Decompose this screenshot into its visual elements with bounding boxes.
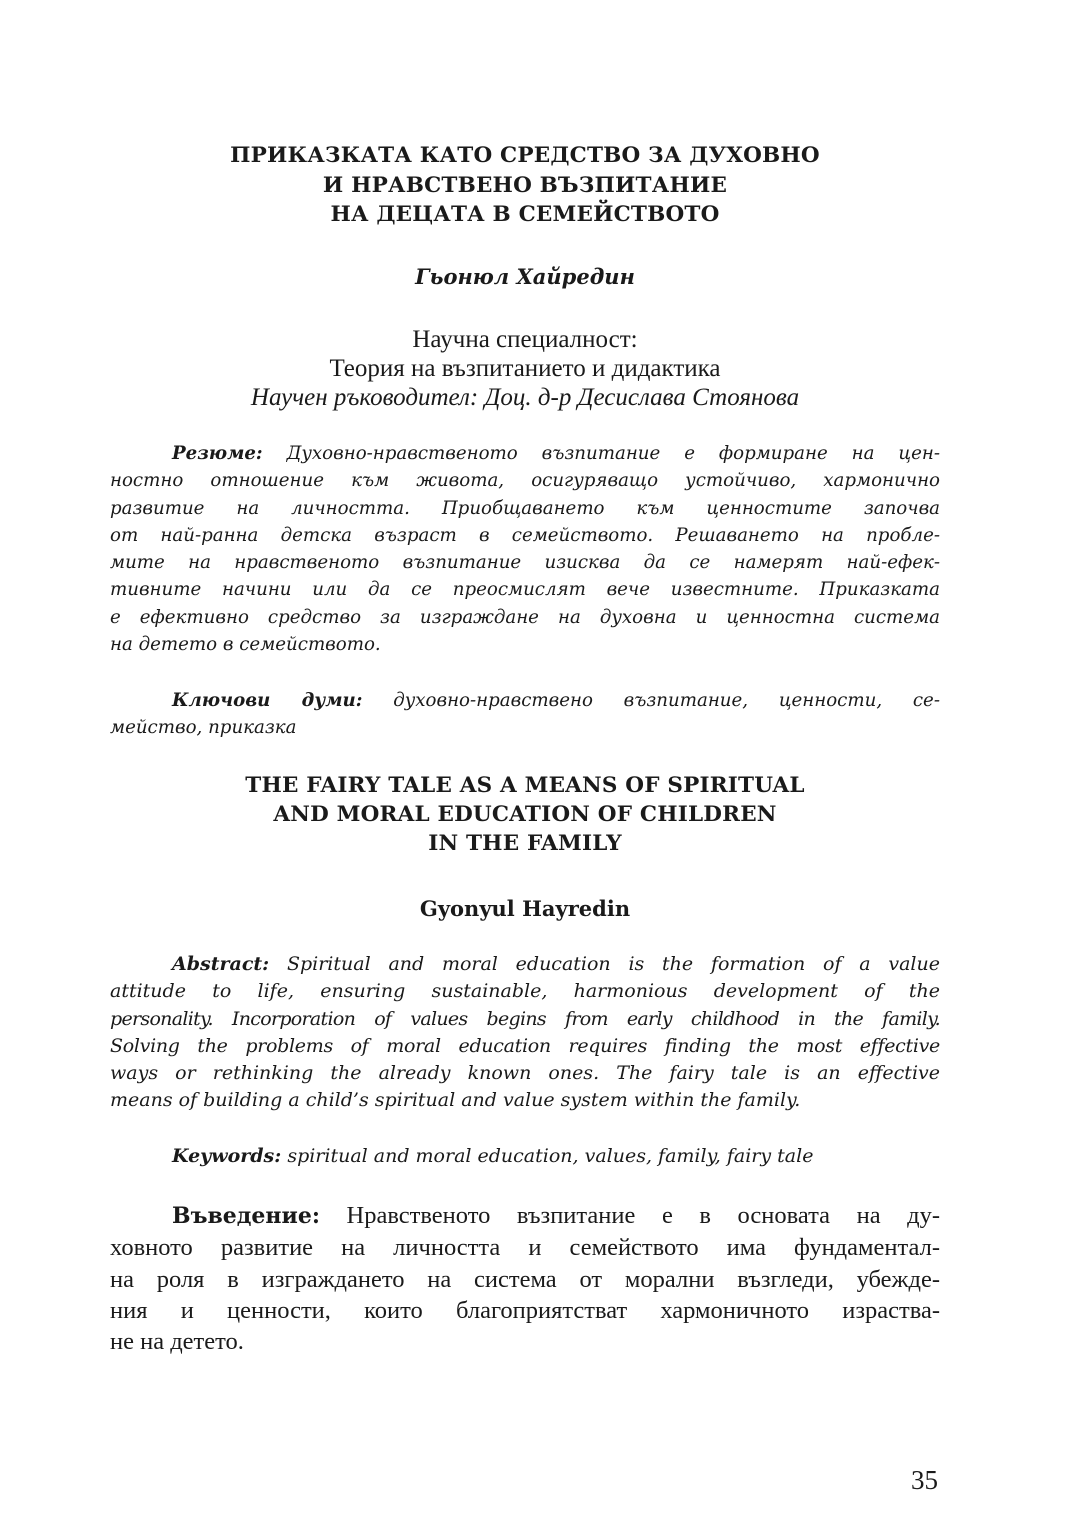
en-abstract-line: Solving the problems of moral education requires finding the most effective — [110, 1034, 940, 1057]
bg-author: Гьонюл Хайредин — [415, 264, 635, 289]
bg-abstract-line: от най-ранна детска възраст в семейството. Решаването на пробле- — [110, 524, 940, 546]
intro-label: Въведение: — [172, 1203, 320, 1229]
bg-title-line: И НРАВСТВЕНО ВЪЗПИТАНИЕ — [322, 172, 728, 198]
supervisor: Научен ръководител: Доц. д-р Десислава Стоянова — [250, 384, 800, 411]
bg-abstract-line: е ефективно средство за изграждане на духовна и ценностна система — [110, 606, 940, 628]
en-keywords-label: Keywords: — [172, 1145, 282, 1167]
en-keywords-line: Keywords: spiritual and moral education, values, family, fairy tale — [172, 1145, 814, 1167]
bg-abstract-label: Резюме: — [172, 443, 263, 464]
en-title-line: IN THE FAMILY — [428, 831, 622, 856]
bg-abstract-line: развитие на личността. Приобщаването към ценностите започва — [110, 497, 940, 519]
introduction — [110, 1200, 940, 1357]
bg-keywords-line: Ключови думи: духовно-нравствено възпитание, ценности, се- — [172, 690, 940, 711]
en-title-line: THE FAIRY TALE AS A MEANS OF SPIRITUAL — [245, 773, 805, 798]
bg-title-line: НА ДЕЦАТА В СЕМЕЙСТВОТО — [330, 202, 720, 227]
bg-abstract-line: тивните начини или да се преосмислят вече известните. Приказката — [110, 579, 940, 601]
bg-abstract-line: мите на нравственото възпитание изисква да се намерят най-ефек- — [110, 552, 940, 574]
intro-line: ховното развитие на личността и семейството има фундаментал- — [110, 1234, 940, 1262]
specialty-value: Теория на възпитанието и дидактика — [329, 355, 721, 382]
bg-abstract-line: на детето в семейството. — [110, 634, 381, 656]
bg-abstract-line: ностно отношение към живота, осигуряващо устойчиво, хармонично — [110, 470, 940, 492]
en-abstract-line: personality. Incorporation of values begins from early childhood in the family. — [110, 1007, 940, 1030]
en-title-line: AND MORAL EDUCATION OF CHILDREN — [273, 802, 777, 827]
en-author: Gyonyul Hayredin — [419, 896, 631, 921]
specialty-label: Научна специалност: — [412, 326, 638, 353]
en-abstract-line: Abstract: Spiritual and moral education is the formation of a value — [172, 953, 940, 975]
bg-keywords-label: Ключови думи: — [172, 690, 363, 711]
en-title — [110, 771, 940, 858]
en-abstract-label: Abstract: — [172, 953, 270, 975]
bg-abstract-line: Резюме: Духовно-нравственото възпитание е формиране на цен- — [172, 443, 940, 464]
en-abstract-line: means of building a child’s spiritual and value system within the family. — [110, 1089, 801, 1112]
intro-line: на роля в изграждането на система от морални възгледи, убежде- — [110, 1265, 940, 1293]
en-abstract-line: ways or rethinking the already known ones. The fairy tale is an effective — [110, 1062, 940, 1085]
en-abstract-line: attitude to life, ensuring sustainable, harmonious development of the — [110, 980, 940, 1003]
bg-keywords-line: мейство, приказка — [110, 717, 297, 739]
bg-keywords — [110, 687, 940, 742]
intro-line: ния и ценности, които благоприятстват хармоничното израства- — [110, 1296, 940, 1324]
intro-line: Въведение: Нравственото възпитание е в основата на ду- — [172, 1202, 941, 1229]
en-keywords — [110, 1143, 940, 1170]
page-number: 35 — [911, 1465, 938, 1495]
en-abstract — [110, 951, 940, 1115]
bg-abstract — [110, 440, 940, 658]
specialty-block — [110, 325, 940, 412]
bg-title-line: ПРИКАЗКАТА КАТО СРЕДСТВО ЗА ДУХОВНО — [230, 143, 820, 168]
intro-line: не на детето. — [110, 1328, 244, 1356]
bg-title — [110, 141, 940, 230]
